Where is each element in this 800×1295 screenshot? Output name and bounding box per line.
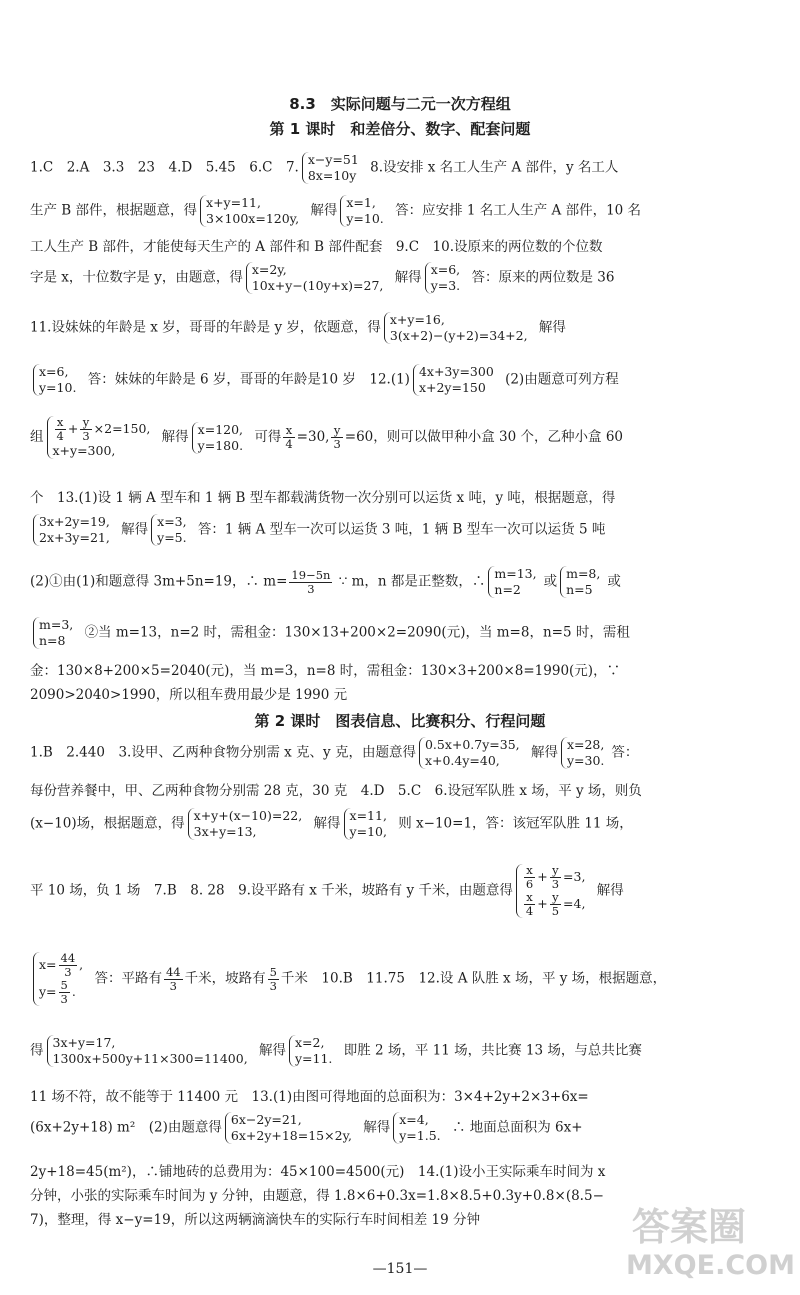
fraction: $\frac{x}{4}$ [285,423,293,451]
answer-line [30,262,780,294]
equation-system: 0.5x+0.7y=35, x+0.4y=40, [419,737,524,769]
equation-system: x=2y, 10x+y−(10y+x)=27, [246,262,388,294]
answer-text: 平 10 场，负 1 场 7.B 8. 28 9.设平路有 x 千米，坡路有 y 千米，由题意得 [30,882,513,899]
fraction: $\frac{y}{3}$ [333,423,341,451]
fraction: $\frac{x}{6}$ [525,864,534,891]
answer-line: 7)，整理，得 x−y=19，所以这两辆滴滴快车的实际行车时间相差 19 分钟 [30,1212,480,1228]
fraction: $\frac{19-5n}{3}$ [291,567,331,596]
answer-text: 解得 [121,521,149,538]
lesson-2-title: 第 2 课时 图表信息、比赛积分、行程问题 [254,712,546,730]
equation-system: 3x+2y=19, 2x+3y=21, [33,514,114,546]
answer-text: =60，则可以做甲种小盒 30 个，乙种小盒 60 [344,429,624,445]
answer-line [30,514,780,546]
answer-text: 解得 [313,815,341,832]
answer-text: 解得 [363,1119,391,1136]
answer-text: 得 [30,1042,44,1059]
answer-text: =30, [296,429,330,445]
page-number: —151— [372,1261,428,1277]
answer-text: 解得 [530,744,558,761]
fraction: $\frac{44}{3}$ [165,964,181,993]
answer-text: 解得 [258,1042,286,1059]
fraction: $\frac{5}{3}$ [269,964,277,993]
answer-text: 字是 x，十位数字是 y，由题意，得 [30,269,243,286]
answer-text: 则 x−10=1，答：该冠军队胜 11 场， [398,815,633,832]
equation-system: $\frac{x}{6}$ + $\frac{y}{3}$ =3, $\frac{x}{4}$ + $\frac{y}{5}$ =4, [516,864,590,918]
answer-line [30,364,780,396]
answer-text: 答：原来的两位数是 36 [471,269,615,286]
answer-line [30,566,780,598]
answer-text: (2)①由(1)和题意得 3m+5n=19，∴ m= [30,573,288,590]
answer-line [30,952,780,1018]
answer-text: 答： [611,744,639,761]
answer-text: ∴ 地面总面积为 6x+ [451,1119,583,1136]
solution-system: x=4, y=1.5. [393,1112,444,1144]
solution-system: m=13, n=2 [488,566,540,598]
solution-system: x=120, y=180. [192,422,247,454]
answer-text: 11.设妹妹的年龄是 x 岁，哥哥的年龄是 y 岁，依题意，得 [30,319,381,336]
answer-text: 生产 B 部件，根据题意，得 [30,202,198,219]
answer-text: 解得 [538,319,566,336]
answer-text: 答：1 辆 A 型车一次可以运货 3 吨，1 辆 B 型车一次可以运货 5 吨 [197,521,606,538]
solution-system: m=3, n=8 [33,617,77,649]
answer-line [30,617,780,649]
answer-text: (2)由题意可列方程 [505,371,619,388]
answer-text: (x−10)场，根据题意，得 [30,815,185,832]
solution-system: x= $\frac{44}{3}$ , y= $\frac{5}{3}$ . [33,952,87,1006]
answer-line [30,737,780,769]
answer-line: 金：130×8+200×5=2040(元)，当 m=3，n=8 时，需租金：130×3+200×8=1990(元)，∵ [30,663,621,679]
answer-text: 答：平路有 [94,970,162,987]
answer-line [30,195,780,227]
answer-text: 答：应安排 1 名工人生产 A 部件，10 名 [395,202,642,219]
equation-system: x+y=16, 3(x+2)−(y+2)=34+2, [384,312,532,344]
answer-text: 解得 [161,429,189,445]
solution-system: x=2, y=11. [289,1035,336,1067]
answer-line: 2090>2040>1990，所以租车费用最少是 1990 元 [30,687,348,703]
equation-system: 6x−2y=21, 6x+2y+18=15×2y, [225,1112,356,1144]
answer-text: 可得 [254,429,282,445]
lesson-1-title: 第 1 课时 和差倍分、数字、配套问题 [269,120,531,138]
answer-text: 解得 [394,269,422,286]
answer-text: 即胜 2 场，平 11 场，共比赛 13 场，与总共比赛 [343,1042,642,1059]
answer-text: 答：妹妹的年龄是 6 岁，哥哥的年龄是10 岁 12.(1) [87,371,410,388]
answer-text: (6x+2y+18) m² (2)由题意得 [30,1119,222,1136]
answer-text: 或 [543,573,558,590]
answer-text: 1.B 2.440 3.设甲、乙两种食物分别需 x 克、y 克，由题意得 [30,744,416,761]
answer-text: 1.C 2.A 3.3 23 4.D 5.45 6.C 7. [30,159,299,176]
answer-text: 千米，坡路有 [184,970,266,987]
answer-text: 8.设安排 x 名工人生产 A 部件，y 名工人 [370,159,619,176]
section-title: 8.3 实际问题与二元一次方程组 [289,95,511,113]
solution-system: x=6, y=10. [33,364,80,396]
fraction: $\frac{44}{3}$ [60,952,76,979]
answer-line: 2y+18=45(m²)，∴铺地砖的总费用为：45×100=4500(元) 14.(1)设小王实际乘车时间为 x [30,1164,606,1180]
answer-line: 分钟，小张的实际乘车时间为 y 分钟，由题意，得 1.8×6+0.3x=1.8×8.5+0.3y+0.8×(8.5− [30,1188,604,1204]
answer-text: 千米 10.B 11.75 12.设 A 队胜 x 场，平 y 场，根据题意， [280,970,667,987]
watermark-logo: 答案圈 [632,1205,747,1249]
fraction: $\frac{y}{5}$ [551,890,560,918]
equation-system: 4x+3y=300 x+2y=150 [413,364,498,396]
answer-line: 每份营养餐中，甲、乙两种食物分别需 28 克，30 克 4.D 5.C 6.设冠军队胜 x 场，平 y 场，则负 [30,783,642,799]
answer-text: 解得 [310,202,338,219]
answer-line: 工人生产 B 部件，才能使每天生产的 A 部件和 B 部件配套 9.C 10.设原来的两位数的个位数 [30,239,603,255]
answer-text: ∵ m，n 都是正整数，∴ [338,573,486,590]
fraction: $\frac{y}{3}$ [551,864,560,891]
equation-system: x−y=51 8x=10y [302,152,363,184]
fraction: $\frac{y}{3}$ [82,416,90,443]
answer-line [30,808,780,840]
equation-system: $\frac{x}{4}$ + $\frac{y}{3}$ ×2=150, x+y=300, [47,416,155,459]
answer-line [30,864,780,932]
watermark-url: MXQE.COM [626,1250,795,1281]
answer-line [30,1035,780,1067]
equation-system: x+y+(x−10)=22, 3x+y=13, [188,808,307,840]
fraction: $\frac{5}{3}$ [60,978,68,1006]
answer-line [30,152,780,184]
solution-system: x=3, y=5. [151,514,190,546]
solution-system: x=11, y=10, [344,808,391,840]
equation-system: 3x+y=17, 1300x+500y+11×300=11400, [47,1035,252,1067]
answer-line [30,312,780,344]
solution-system: x=1, y=10. [340,195,387,227]
fraction: $\frac{x}{4}$ [56,416,64,443]
solution-system: m=8, n=5 [560,566,604,598]
equation-system: x+y=11, 3×100x=120y, [200,195,303,227]
answer-text: 解得 [596,882,624,899]
answer-line: 11 场不符，故不能等于 11400 元 13.(1)由图可得地面的总面积为：3×4+2y+2×3+6x= [30,1089,589,1105]
fraction: $\frac{x}{4}$ [525,890,534,918]
answer-text: 组 [30,429,44,445]
answer-line [30,1112,780,1144]
answer-line: 个 13.(1)设 1 辆 A 型车和 1 辆 B 型车都载满货物一次分别可以运货 x 吨，y 吨，根据题意，得 [30,490,616,506]
answer-text: ②当 m=13，n=2 时，需租金：130×13+200×2=2090(元)，当 m=8，n=5 时，需租 [84,624,630,641]
answer-line [30,416,780,459]
answer-text: 或 [607,573,621,590]
solution-system: x=6, y=3. [425,262,464,294]
solution-system: x=28, y=30. [561,737,608,769]
